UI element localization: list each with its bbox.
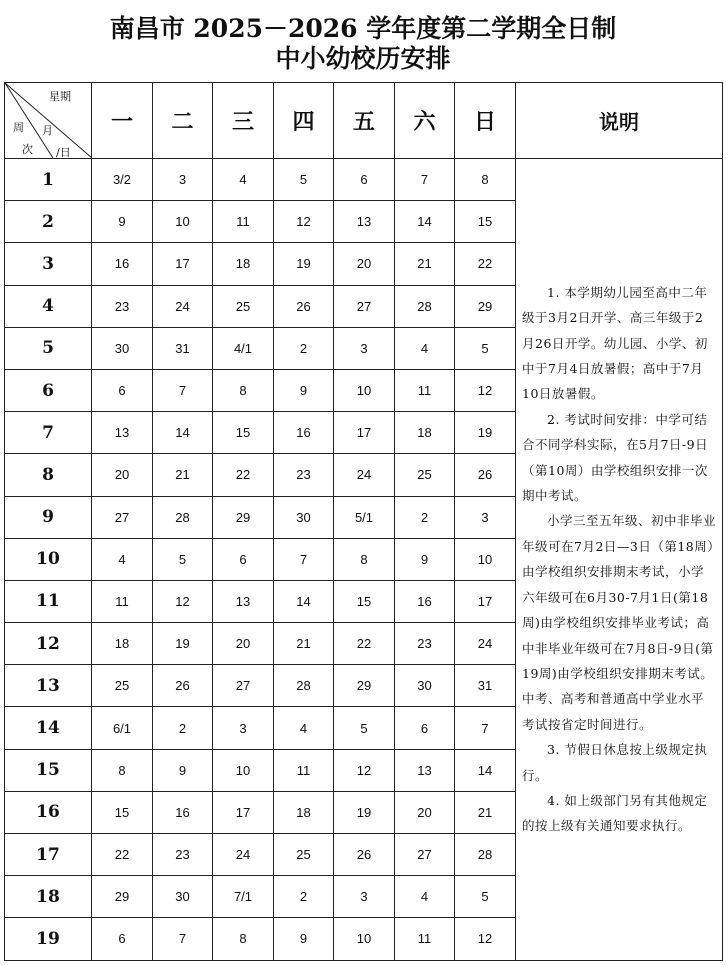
week-row — [5, 159, 723, 201]
date-cell: 27 — [92, 496, 153, 538]
date-cell: 30 — [274, 496, 334, 538]
date-cell: 27 — [334, 285, 395, 327]
date-cell: 13 — [92, 412, 153, 454]
date-cell: 18 — [213, 243, 274, 285]
date-cell: 15 — [213, 412, 274, 454]
date-cell: 13 — [334, 201, 395, 243]
date-cell: 4/1 — [213, 327, 274, 369]
date-cell: 10 — [334, 369, 395, 411]
date-cell: 12 — [455, 918, 516, 960]
date-cell: 17 — [153, 243, 213, 285]
week-number: 10 — [5, 538, 92, 580]
date-cell: 24 — [455, 623, 516, 665]
date-cell: 5/1 — [334, 496, 395, 538]
note-paragraph: 2. 考试时间安排：中学可结合不同学科实际，在5月7日-9日（第10周）由学校组织安排一次期中考试。 — [522, 411, 709, 504]
corner-day-label: /日 — [56, 146, 71, 159]
date-cell: 12 — [334, 749, 395, 791]
day-header: 四 — [274, 83, 334, 159]
date-cell: 17 — [455, 580, 516, 622]
date-cell: 25 — [274, 834, 334, 876]
week-number: 13 — [5, 665, 92, 707]
date-cell: 19 — [334, 791, 395, 833]
date-cell: 7 — [395, 159, 455, 201]
notes-header: 说明 — [516, 83, 723, 159]
date-cell: 15 — [455, 201, 516, 243]
note-paragraph: 3. 节假日休息按上级规定执行。 — [522, 742, 708, 783]
date-cell: 20 — [213, 623, 274, 665]
date-cell: 15 — [92, 791, 153, 833]
date-cell: 28 — [153, 496, 213, 538]
date-cell: 16 — [153, 791, 213, 833]
date-cell: 6 — [213, 538, 274, 580]
date-cell: 8 — [334, 538, 395, 580]
date-cell: 12 — [153, 580, 213, 622]
header-row — [5, 83, 723, 159]
note-paragraph: 4. 如上级部门另有其他规定的按上级有关通知要求执行。 — [522, 792, 708, 834]
day-header: 日 — [455, 83, 516, 159]
week-number: 18 — [5, 876, 92, 918]
date-cell: 23 — [153, 834, 213, 876]
week-number: 4 — [5, 285, 92, 327]
date-cell: 29 — [334, 665, 395, 707]
date-cell: 19 — [274, 243, 334, 285]
date-cell: 18 — [92, 623, 153, 665]
day-header: 三 — [213, 83, 274, 159]
date-cell: 6 — [334, 159, 395, 201]
date-cell: 4 — [213, 159, 274, 201]
date-cell: 20 — [395, 791, 455, 833]
date-cell: 14 — [455, 749, 516, 791]
date-cell: 22 — [92, 834, 153, 876]
date-cell: 16 — [92, 243, 153, 285]
date-cell: 2 — [274, 327, 334, 369]
date-cell: 10 — [455, 538, 516, 580]
date-cell: 10 — [334, 918, 395, 960]
day-header: 六 — [395, 83, 455, 159]
note-paragraph: 1. 本学期幼儿园至高中二年级于3月2日开学、高三年级于2月26日开学。幼儿园、小学、初中于7月4日放暑假；高中于7月10日放暑假。 — [522, 284, 708, 402]
week-number: 6 — [5, 369, 92, 411]
date-cell: 12 — [274, 201, 334, 243]
week-number: 3 — [5, 243, 92, 285]
date-cell: 25 — [213, 285, 274, 327]
week-number: 11 — [5, 580, 92, 622]
week-number: 15 — [5, 749, 92, 791]
week-number: 9 — [5, 496, 92, 538]
date-cell: 13 — [395, 749, 455, 791]
date-cell: 21 — [153, 454, 213, 496]
calendar-table — [4, 82, 723, 961]
corner-week-label: 周 — [13, 121, 24, 134]
date-cell: 21 — [455, 791, 516, 833]
date-cell: 31 — [455, 665, 516, 707]
week-number: 1 — [5, 159, 92, 201]
page-title: 南昌市 2025－2026 学年度第二学期全日制 — [109, 14, 617, 43]
date-cell: 6 — [92, 918, 153, 960]
date-cell: 31 — [153, 327, 213, 369]
date-cell: 9 — [153, 749, 213, 791]
date-cell: 29 — [213, 496, 274, 538]
date-cell: 8 — [213, 369, 274, 411]
date-cell: 3 — [455, 496, 516, 538]
date-cell: 11 — [213, 201, 274, 243]
date-cell: 21 — [395, 243, 455, 285]
page-subtitle: 中小幼校历安排 — [275, 44, 451, 73]
day-header: 二 — [153, 83, 213, 159]
date-cell: 30 — [395, 665, 455, 707]
date-cell: 7 — [153, 369, 213, 411]
date-cell: 25 — [395, 454, 455, 496]
date-cell: 18 — [395, 412, 455, 454]
date-cell: 18 — [274, 791, 334, 833]
date-cell: 4 — [395, 876, 455, 918]
date-cell: 2 — [274, 876, 334, 918]
date-cell: 11 — [395, 369, 455, 411]
date-cell: 29 — [455, 285, 516, 327]
week-number: 5 — [5, 327, 92, 369]
date-cell: 12 — [455, 369, 516, 411]
corner-weekday-label: 星期 — [49, 90, 71, 103]
date-cell: 17 — [213, 791, 274, 833]
notes-cell — [516, 159, 723, 961]
date-cell: 7 — [274, 538, 334, 580]
date-cell: 26 — [455, 454, 516, 496]
date-cell: 28 — [455, 834, 516, 876]
date-cell: 8 — [213, 918, 274, 960]
date-cell: 14 — [153, 412, 213, 454]
date-cell: 16 — [395, 580, 455, 622]
date-cell: 14 — [395, 201, 455, 243]
date-cell: 9 — [274, 369, 334, 411]
date-cell: 19 — [455, 412, 516, 454]
week-number: 19 — [5, 918, 92, 960]
date-cell: 24 — [213, 834, 274, 876]
date-cell: 5 — [455, 327, 516, 369]
date-cell: 7 — [153, 918, 213, 960]
week-number: 17 — [5, 834, 92, 876]
date-cell: 4 — [274, 707, 334, 749]
date-cell: 7/1 — [213, 876, 274, 918]
day-header: 一 — [92, 83, 153, 159]
date-cell: 3/2 — [92, 159, 153, 201]
date-cell: 22 — [213, 454, 274, 496]
date-cell: 27 — [395, 834, 455, 876]
date-cell: 27 — [213, 665, 274, 707]
date-cell: 5 — [455, 876, 516, 918]
date-cell: 30 — [153, 876, 213, 918]
corner-week-label-2: 次 — [22, 143, 33, 156]
date-cell: 23 — [92, 285, 153, 327]
day-header: 五 — [334, 83, 395, 159]
corner-month-label: 月 — [42, 124, 53, 137]
date-cell: 16 — [274, 412, 334, 454]
date-cell: 14 — [274, 580, 334, 622]
date-cell: 28 — [395, 285, 455, 327]
date-cell: 7 — [455, 707, 516, 749]
note-paragraph: 小学三至五年级、初中非毕业年级可在7月2日—3日（第18周）由学校组织安排期末考试，小学六年级可在6月30-7月1日(第18周)由学校组织安排毕业考试；高中非毕业年级可在7月8日-9日(第19周)由学校组织安排期末考试。中考、高考和普通高中学业水平考试按省定时间进行。 — [522, 513, 717, 732]
week-number: 12 — [5, 623, 92, 665]
date-cell: 5 — [153, 538, 213, 580]
week-number: 2 — [5, 201, 92, 243]
date-cell: 23 — [395, 623, 455, 665]
date-cell: 26 — [334, 834, 395, 876]
date-cell: 3 — [213, 707, 274, 749]
date-cell: 6 — [92, 369, 153, 411]
date-cell: 8 — [455, 159, 516, 201]
date-cell: 3 — [153, 159, 213, 201]
date-cell: 4 — [92, 538, 153, 580]
date-cell: 11 — [395, 918, 455, 960]
date-cell: 2 — [153, 707, 213, 749]
date-cell: 10 — [213, 749, 274, 791]
date-cell: 5 — [274, 159, 334, 201]
date-cell: 19 — [153, 623, 213, 665]
date-cell: 4 — [395, 327, 455, 369]
date-cell: 6/1 — [92, 707, 153, 749]
date-cell: 20 — [92, 454, 153, 496]
date-cell: 10 — [153, 201, 213, 243]
date-cell: 17 — [334, 412, 395, 454]
date-cell: 24 — [334, 454, 395, 496]
date-cell: 22 — [455, 243, 516, 285]
week-number: 7 — [5, 412, 92, 454]
date-cell: 15 — [334, 580, 395, 622]
date-cell: 20 — [334, 243, 395, 285]
date-cell: 30 — [92, 327, 153, 369]
date-cell: 3 — [334, 876, 395, 918]
date-cell: 26 — [274, 285, 334, 327]
date-cell: 2 — [395, 496, 455, 538]
date-cell: 24 — [153, 285, 213, 327]
date-cell: 9 — [395, 538, 455, 580]
date-cell: 26 — [153, 665, 213, 707]
week-number: 14 — [5, 707, 92, 749]
date-cell: 6 — [395, 707, 455, 749]
date-cell: 29 — [92, 876, 153, 918]
date-cell: 11 — [274, 749, 334, 791]
date-cell: 23 — [274, 454, 334, 496]
date-cell: 13 — [213, 580, 274, 622]
date-cell: 11 — [92, 580, 153, 622]
date-cell: 22 — [334, 623, 395, 665]
date-cell: 5 — [334, 707, 395, 749]
date-cell: 9 — [274, 918, 334, 960]
date-cell: 28 — [274, 665, 334, 707]
date-cell: 8 — [92, 749, 153, 791]
week-number: 16 — [5, 791, 92, 833]
corner-header-cell — [5, 83, 92, 159]
date-cell: 9 — [92, 201, 153, 243]
date-cell: 3 — [334, 327, 395, 369]
week-number: 8 — [5, 454, 92, 496]
date-cell: 25 — [92, 665, 153, 707]
date-cell: 21 — [274, 623, 334, 665]
